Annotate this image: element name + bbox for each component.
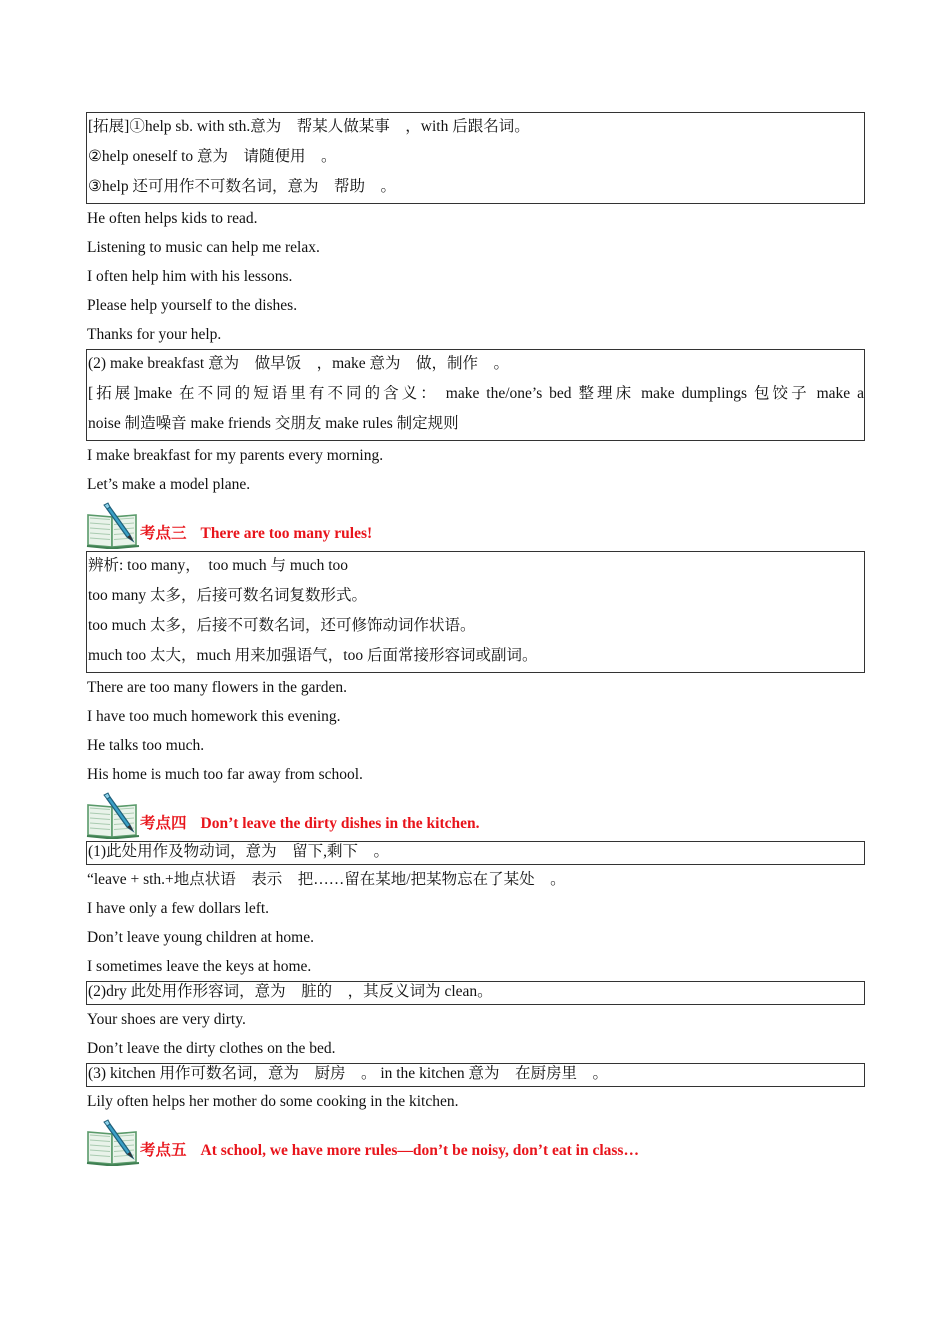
box-line: [拓展]make 在不同的短语里有不同的含义： make the/one’s bed 整理床 make dumplings 包饺子 make a [88, 385, 864, 402]
explanation-box-leave [86, 841, 865, 865]
key-point-header-4 [86, 791, 865, 841]
key-point-title [140, 523, 372, 545]
document-page [86, 112, 865, 1168]
analysis-box-too-many [86, 551, 865, 673]
key-point-header-5 [86, 1118, 865, 1168]
box-line: [拓展]①help sb. with sth.意为 帮某人做某事 ，with 后跟名词。 [88, 118, 530, 135]
box-line: too many 太多，后接可数名词复数形式。 [88, 587, 367, 604]
key-point-title [140, 813, 480, 835]
key-point-sentence: Don’t leave the dirty dishes in the kitchen. [200, 815, 480, 832]
key-point-sentence: There are too many rules! [200, 525, 373, 542]
book-pencil-icon [86, 1118, 140, 1166]
example-sentence: I make breakfast for my parents every morning. [87, 447, 384, 464]
book-pencil-icon [86, 501, 140, 549]
example-sentence: There are too many flowers in the garden. [87, 679, 347, 696]
explanation-box-kitchen [86, 1063, 865, 1087]
example-sentence: His home is much too far away from school. [87, 766, 363, 783]
example-sentence: Thanks for your help. [87, 326, 222, 343]
example-sentence: Lily often helps her mother do some cooking in the kitchen. [87, 1093, 459, 1110]
key-point-label: 考点四 [140, 815, 187, 832]
explanation-box-make [86, 349, 865, 441]
example-sentence: Don’t leave the dirty clothes on the bed. [87, 1040, 336, 1057]
box-line: too much 太多，后接不可数名词，还可修饰动词作状语。 [88, 617, 476, 634]
extension-box-help [86, 112, 865, 204]
box-line: ②help oneself to 意为 请随便用 。 [88, 148, 337, 165]
key-point-label: 考点三 [140, 525, 187, 542]
example-sentence: I have too much homework this evening. [87, 708, 341, 725]
explanation-box-dirty [86, 981, 865, 1005]
example-sentence: He talks too much. [87, 737, 205, 754]
example-sentence: “leave + sth.+地点状语 表示 把……留在某地/把某物忘在了某处 。 [87, 871, 566, 888]
key-point-sentence: At school, we have more rules—don’t be noisy, don’t eat in class… [200, 1142, 639, 1159]
example-sentence: I sometimes leave the keys at home. [87, 958, 312, 975]
key-point-label: 考点五 [140, 1142, 187, 1159]
example-sentence: Listening to music can help me relax. [87, 239, 320, 256]
box-line: noise 制造噪音 make friends 交朋友 make rules 制定规则 [88, 415, 459, 432]
example-sentence: He often helps kids to read. [87, 210, 258, 227]
example-sentence: Let’s make a model plane. [87, 476, 251, 493]
box-line: much too 太大，much 用来加强语气，too 后面常接形容词或副词。 [88, 647, 538, 664]
example-sentence: Please help yourself to the dishes. [87, 297, 298, 314]
example-sentence: I often help him with his lessons. [87, 268, 293, 285]
example-sentence: I have only a few dollars left. [87, 900, 270, 917]
box-line: (2)dry 此处用作形容词，意为 脏的 ，其反义词为 clean。 [88, 983, 493, 1000]
key-point-header-3 [86, 501, 865, 551]
box-line: (3) kitchen 用作可数名词，意为 厨房 。 in the kitchen 意为 在厨房里 。 [88, 1065, 609, 1082]
key-point-title [140, 1140, 639, 1162]
example-sentence: Your shoes are very dirty. [87, 1011, 246, 1028]
box-line: ③help 还可用作不可数名词，意为 帮助 。 [88, 178, 396, 195]
example-sentence: Don’t leave young children at home. [87, 929, 314, 946]
box-line: 辨析: too many， too much 与 much too [88, 557, 349, 574]
book-pencil-icon [86, 791, 140, 839]
box-line: (2) make breakfast 意为 做早饭 ，make 意为 做，制作 。 [88, 355, 510, 372]
box-line: (1)此处用作及物动词，意为 留下,剩下 。 [88, 843, 389, 860]
